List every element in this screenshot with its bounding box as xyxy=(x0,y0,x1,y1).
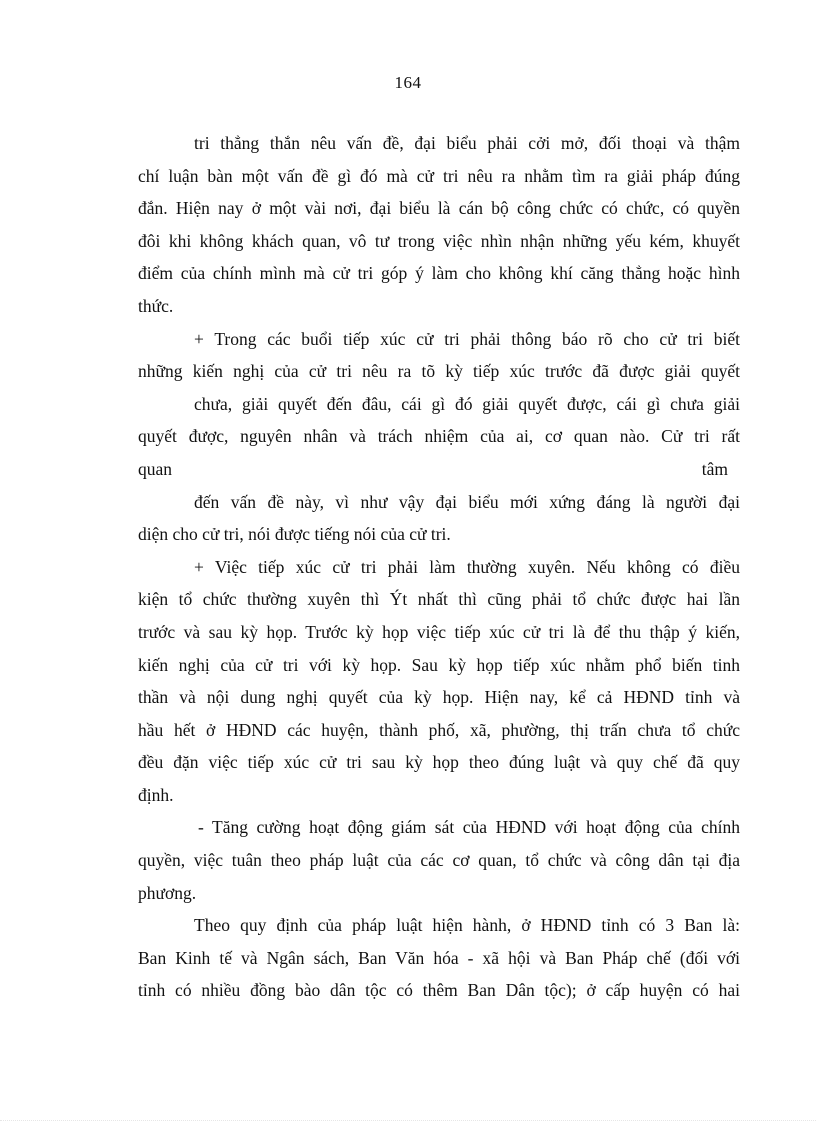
text-line: phương. xyxy=(138,882,197,903)
text-line: định. xyxy=(138,784,174,805)
body-text xyxy=(138,127,740,1007)
text-line: Theo quy định của pháp luật hiện hành, ở HĐND tỉnh có 3 Ban là: xyxy=(194,915,740,936)
text-line: đắn. Hiện nay ở một vài nơi, đại biểu là cán bộ công chức có chức, có quyền xyxy=(138,198,740,219)
text-line: thần và nội dung nghị quyết của kỳ họp. Hiện nay, kể cả HĐND tỉnh và xyxy=(138,687,740,708)
split-line-left: quan xyxy=(138,458,173,479)
text-line: những kiến nghị của cử tri nêu ra tõ kỳ tiếp xúc trước đã được giải quyết xyxy=(138,361,740,382)
text-line: đến vấn đề này, vì như vậy đại biểu mới xứng đáng là người đại xyxy=(194,491,740,512)
text-line: hầu hết ở HĐND các huyện, thành phố, xã, phường, thị trấn chưa tổ chức xyxy=(138,719,740,740)
text-line: kiến nghị của cử tri với kỳ họp. Sau kỳ họp tiếp xúc nhằm phổ biến tinh xyxy=(138,654,740,675)
split-line-right: tâm xyxy=(701,458,728,479)
text-line: tri thẳng thắn nêu vấn đề, đại biểu phải cởi mở, đối thoại và thậm xyxy=(194,133,740,153)
text-line: quyết được, nguyên nhân và trách nhiệm của ai, cơ quan nào. Cử tri rất xyxy=(138,426,740,447)
text-line: đôi khi không khách quan, vô tư trong việc nhìn nhận những yếu kém, khuyết xyxy=(138,230,740,251)
paragraph-4 xyxy=(138,811,740,909)
text-line: chưa, giải quyết đến đâu, cái gì đó giải quyết được, cái gì chưa giải xyxy=(194,393,740,414)
page-number: 164 xyxy=(394,73,422,92)
page-bottom-border xyxy=(0,1120,816,1121)
text-line: diện cho cử tri, nói được tiếng nói của cử tri. xyxy=(138,524,451,545)
text-line: kiện tổ chức thường xuyên thì Ýt nhất thì cũng phải tổ chức được hai lần xyxy=(138,589,740,610)
text-line: Ban Kinh tế và Ngân sách, Ban Văn hóa - xã hội và Ban Pháp chế (đối với xyxy=(138,947,740,968)
text-line: chí luận bàn một vấn đề gì đó mà cử tri nêu ra nhằm tìm ra giải pháp đúng xyxy=(138,165,740,186)
paragraph-5 xyxy=(138,909,740,1007)
paragraph-2 xyxy=(138,323,740,551)
paragraph-1 xyxy=(138,127,740,323)
paragraph-3 xyxy=(138,551,740,812)
text-line: + Trong các buổi tiếp xúc cử tri phải thông báo rõ cho cử tri biết xyxy=(194,328,740,349)
text-line: điểm của chính mình mà cử tri góp ý làm cho không khí căng thẳng hoặc hình xyxy=(138,263,740,284)
text-line: thức. xyxy=(138,295,174,316)
split-line xyxy=(138,453,740,486)
text-line: đều đặn việc tiếp xúc cử tri sau kỳ họp theo đúng luật và quy chế đã quy xyxy=(138,752,740,773)
text-line: quyền, việc tuân theo pháp luật của các cơ quan, tổ chức và công dân tại địa xyxy=(138,850,740,871)
text-line: tỉnh có nhiều đồng bào dân tộc có thêm Ban Dân tộc); ở cấp huyện có hai xyxy=(138,980,740,1001)
text-line: trước và sau kỳ họp. Trước kỳ họp việc tiếp xúc cử tri là để thu thập ý kiến, xyxy=(138,621,740,642)
text-line: + Việc tiếp xúc cử tri phải làm thường xuyên. Nếu không có điều xyxy=(194,556,740,577)
text-line: - Tăng cường hoạt động giám sát của HĐND với hoạt động của chính xyxy=(198,817,740,838)
